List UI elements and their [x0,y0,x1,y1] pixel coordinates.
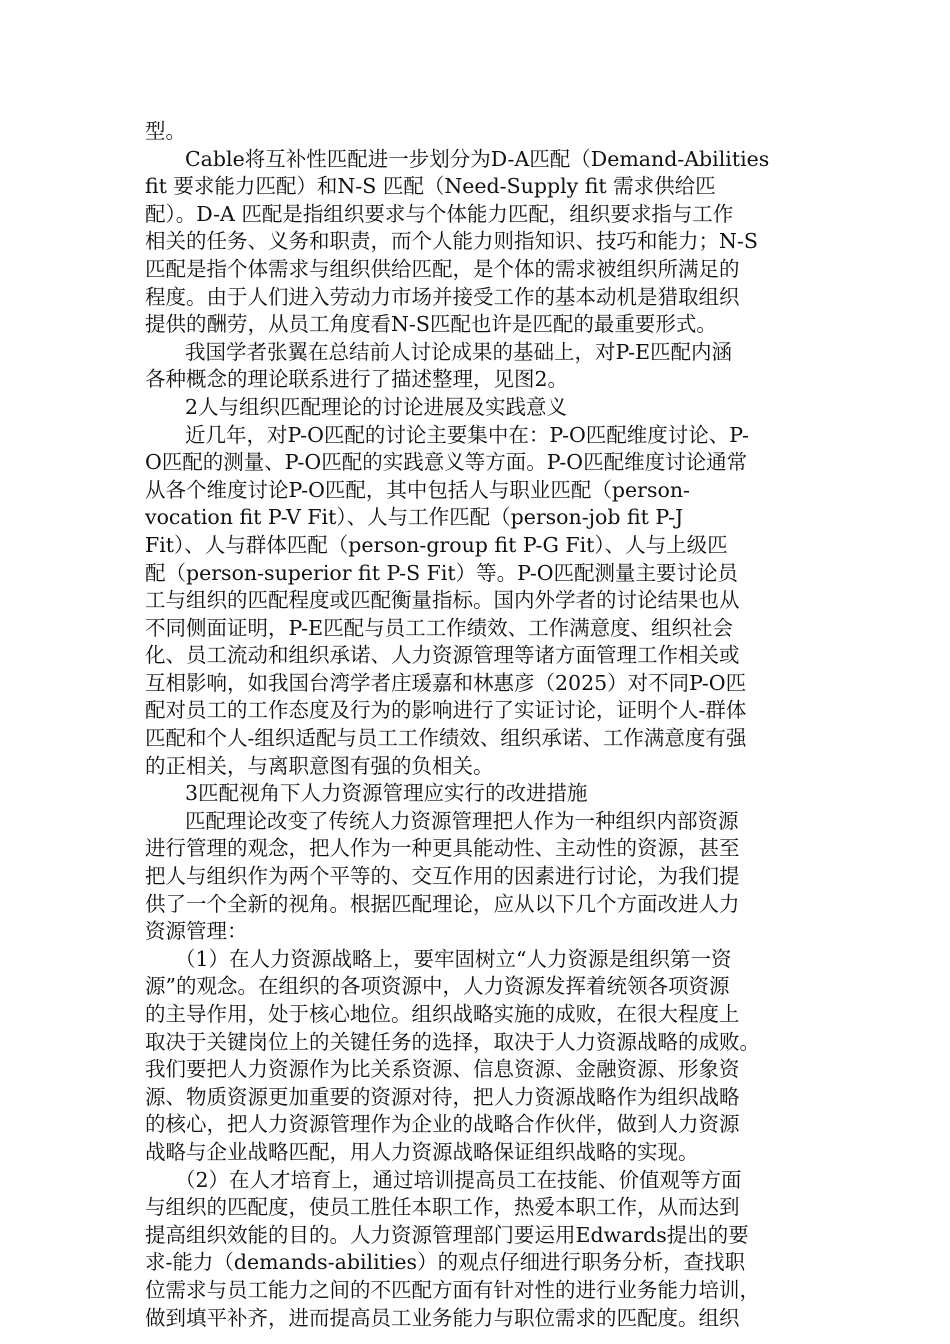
text-line: 不同侧面证明，P-E匹配与员工工作绩效、工作满意度、组织社会 [145,615,734,640]
text-line: 近几年，对P-O匹配的讨论主要集中在：P-O匹配维度讨论、P- [185,422,749,447]
text-line: （2）在人才培育上，通过培训提高员工在技能、价值观等方面 [175,1167,742,1192]
text-line: 配）。D-A 匹配是指组织要求与个体能力匹配，组织要求指与工作 [145,201,734,226]
text-line: 匹配和个人-组织适配与员工工作绩效、组织承诺、工作满意度有强 [145,726,747,751]
text-line: fit 要求能力匹配）和N-S 匹配（Need-Supply fit 需求供给匹 [145,174,716,199]
text-line: 匹配是指个体需求与组织供给匹配，是个体的需求被组织所满足的 [145,256,740,281]
text-line: 取决于关键岗位上的关键任务的选择，取决于人力资源战略的成败。 [145,1029,760,1054]
text-line: 提供的酬劳，从员工角度看N-S匹配也许是匹配的最重要形式。 [145,312,717,337]
text-line: 从各个维度讨论P-O匹配，其中包括人与职业匹配（person- [145,477,690,502]
document-body [145,118,810,1332]
text-line: 源、物质资源更加重要的资源对待，把人力资源战略作为组织战略 [145,1084,740,1109]
text-line: 把人与组织作为两个平等的、交互作用的因素进行讨论，为我们提 [145,864,740,889]
text-line: 的主导作用，处于核心地位。组织战略实施的成败，在很大程度上 [145,1002,740,1026]
text-line: 供了一个全新的视角。根据匹配理论，应从以下几个方面改进人力 [145,891,740,916]
text-line: （1）在人力资源战略上，要牢固树立“人力资源是组织第一资 [175,946,732,971]
text-line: 的正相关，与离职意图有强的负相关。 [145,753,494,778]
text-line: 位需求与员工能力之间的不匹配方面有针对性的进行业务能力培训， [145,1277,760,1302]
text-line: 各种概念的理论联系进行了描述整理，见图2。 [145,367,569,392]
text-line: 提高组织效能的目的。人力资源管理部门要运用Edwards提出的要 [145,1222,749,1247]
text-line: 配对员工的工作态度及行为的影响进行了实证讨论，证明个人-群体 [145,698,747,723]
text-line: 配（person-superior fit P-S Fit）等。P-O匹配测量主要讨论员 [145,560,739,585]
text-line: 3匹配视角下人力资源管理应实行的改进措施 [185,781,588,806]
text-line: 进行管理的观念，把人作为一种更具能动性、主动性的资源，甚至 [145,836,740,861]
text-line: 的核心，把人力资源管理作为企业的战略合作伙伴，做到人力资源 [145,1112,740,1137]
text-line: 互相影响，如我国台湾学者庄瑗嘉和林惠彦（2025）对不同P-O匹 [145,670,747,695]
text-line: O匹配的测量、P-O匹配的实践意义等方面。P-O匹配维度讨论通常 [145,450,748,475]
text-line: 化、员工流动和组织承诺、人力资源管理等诸方面管理工作相关或 [145,643,740,668]
text-line: 资源管理： [145,919,248,944]
text-line: Cable将互补性匹配进一步划分为D-A匹配（Demand-Abilities [185,146,770,171]
text-line: 相关的任务、义务和职责，而个人能力则指知识、技巧和能力；N-S [145,229,758,254]
text-line: 我国学者张翼在总结前人讨论成果的基础上，对P-E匹配内涵 [185,339,733,364]
text-line: 求-能力（demands-abilities）的观点仔细进行职务分析，查找职 [145,1250,746,1275]
text-line: vocation fit P-V Fit）、人与工作匹配（person-job fit P-J [145,505,684,530]
text-line: 源”的观念。在组织的各项资源中，人力资源发挥着统领各项资源 [145,974,730,999]
text-line: 型。 [145,119,186,143]
text-line: 匹配理论改变了传统人力资源管理把人作为一种组织内部资源 [185,808,739,833]
text-line: 工与组织的匹配程度或匹配衡量指标。国内外学者的讨论结果也从 [145,588,740,613]
text-line: 与组织的匹配度，使员工胜任本职工作，热爱本职工作，从而达到 [145,1195,740,1220]
text-line: 我们要把人力资源作为比关系资源、信息资源、金融资源、形象资 [145,1057,740,1082]
text-line: 战略与企业战略匹配，用人力资源战略保证组织战略的实现。 [145,1139,699,1164]
text-line: 程度。由于人们进入劳动力市场并接受工作的基本动机是猎取组织 [145,284,740,309]
text-line: 做到填平补齐，进而提高员工业务能力与职位需求的匹配度。组织 [145,1305,740,1330]
text-line: Fit）、人与群体匹配（person-group fit P-G Fit）、人与上级匹 [145,532,728,557]
text-line: 2人与组织匹配理论的讨论进展及实践意义 [185,394,568,419]
